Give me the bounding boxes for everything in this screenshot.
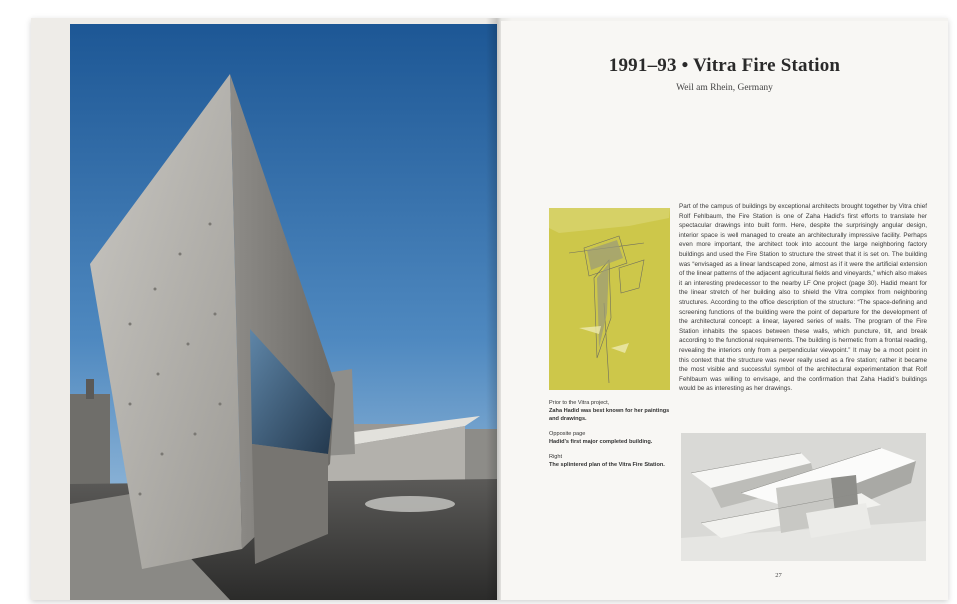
left-page [31,18,497,600]
plan-model-image [681,433,926,561]
caption-3-label: Right [549,454,563,460]
book-spread [31,18,948,600]
caption-1-text: Zaha Hadid was best known for her paintings and drawings. [549,408,670,422]
caption-2-label: Opposite page [549,431,586,437]
right-page [501,21,948,600]
fire-station-photo [70,24,497,600]
captions [549,399,679,476]
caption-3-text: The splintered plan of the Vitra Fire Station. [549,462,665,468]
page-title: 1991–93 • Vitra Fire Station [608,55,841,76]
body-text: Part of the campus of buildings by exceptional architects brought together by Vitra chief Rolf Fehlbaum, the Fire Station is one of Zaha Hadid’s first efforts to translate her spectacular drawings into built form. Here, despite the surprisingly angular design, interior space is well managed to create an architecturally impressive facility. Perhaps even more important, the architect took into account the large neighboring factory buildings and used the Fire Station to structure the street that it is set on. The building was “envisaged as a linear landscaped zone, almost as if it were the artificial extension of the linear patterns of the adjacent agricultural fields and vineyards,” which also makes it an interesting predecessor to the nearby LF One project (page 30). Hadid meant for the linear stretch of her building also to shield the Vitra complex from neighboring structures. According to the office description of the structure: “The space-defining and screening functions of the building were the point of departure for the development of the architectural concept: a linear, layered series of walls. The program of the Fire Station inhabits the spaces between these walls, which puncture, tilt, and break according to the functional requirements. The building is hermetic from a frontal reading, revealing the interiors only from a perpendicular viewpoint.” It may be a moot point in this context that the structure was never really used as a fire station; rather it became the most visible and successful symbol of the architectural experimentation that Rolf Fehlbaum was willing to envisage, and the confirmation that Zaha Hadid’s buildings would be as interesting as her drawings. [679,203,927,393]
page-number: 27 [775,572,782,579]
caption-1 [549,399,679,423]
hadid-painting-image [549,208,670,390]
title-block [501,55,948,93]
page-subtitle: Weil am Rhein, Germany [676,83,773,93]
caption-1-label: Prior to the Vitra project, [549,400,610,406]
caption-2 [549,430,679,446]
caption-3 [549,453,679,469]
caption-2-text: Hadid’s first major completed building. [549,439,653,445]
